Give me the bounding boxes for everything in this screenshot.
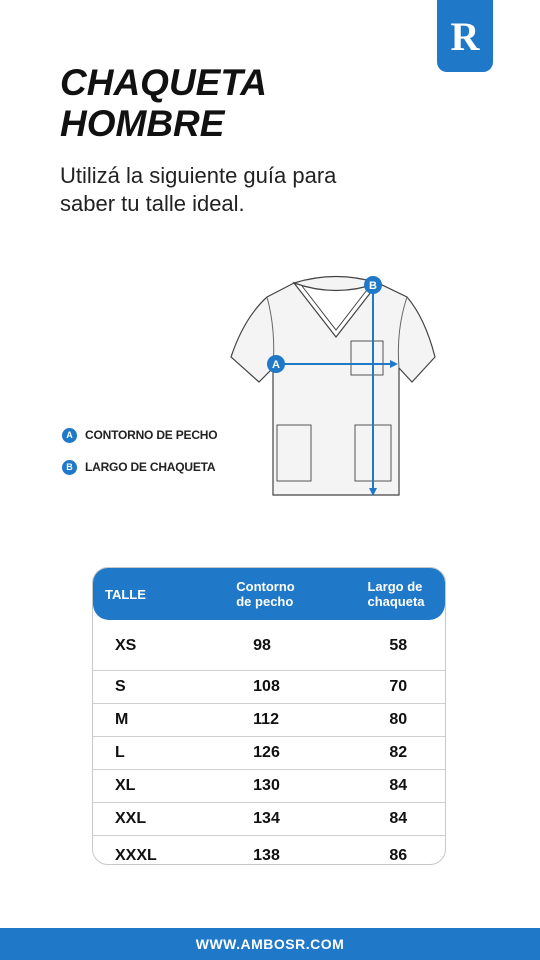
cell-chest: 112 (253, 711, 279, 728)
header-chest-line-1: Contorno (236, 579, 295, 594)
legend-label-b: LARGO DE CHAQUETA (85, 460, 216, 474)
table-row (93, 704, 445, 737)
page-subtitle (60, 162, 420, 218)
cell-chest: 108 (253, 678, 280, 695)
title-line-1: CHAQUETA (60, 62, 267, 103)
cell-chest: 138 (253, 847, 280, 864)
cell-size: XXL (115, 810, 147, 827)
header-length (367, 579, 445, 609)
brand-logo (437, 0, 493, 72)
cell-chest: 130 (253, 777, 280, 794)
subtitle-line-2: saber tu talle ideal. (60, 191, 245, 216)
table-body (93, 622, 445, 865)
footer-url[interactable]: WWW.AMBOSR.COM (195, 936, 345, 952)
cell-length: 58 (389, 637, 408, 654)
cell-size: XL (115, 777, 136, 794)
table-row (93, 770, 445, 803)
table-row (93, 803, 445, 836)
marker-a-label: A (272, 359, 280, 371)
cell-length: 84 (389, 810, 408, 827)
subtitle-line-1: Utilizá la siguiente guía para (60, 163, 337, 188)
cell-length: 86 (389, 847, 408, 864)
legend-badge-a: A (62, 428, 77, 443)
cell-size: S (115, 678, 126, 695)
cell-chest: 98 (253, 637, 271, 654)
cell-length: 80 (389, 711, 408, 728)
table-row (93, 622, 445, 671)
size-table (92, 567, 446, 865)
page-title (60, 62, 267, 144)
marker-b-label: B (369, 280, 377, 292)
header-chest (236, 579, 367, 609)
header-size: TALLE (105, 586, 146, 602)
header-length-line-1: Largo de (367, 579, 423, 594)
header-length-line-2: chaqueta (367, 594, 425, 609)
cell-length: 82 (389, 744, 408, 761)
legend-label-a: CONTORNO DE PECHO (85, 428, 218, 442)
footer-bar (0, 928, 540, 960)
cell-length: 70 (389, 678, 408, 695)
cell-size: M (115, 711, 129, 728)
cell-chest: 134 (253, 810, 280, 827)
legend-item-a (62, 427, 217, 443)
measurement-legend (62, 427, 217, 491)
cell-length: 84 (389, 777, 408, 794)
cell-size: XS (115, 637, 137, 654)
jacket-diagram (225, 270, 445, 505)
title-line-2: HOMBRE (60, 103, 225, 144)
table-row (93, 737, 445, 770)
cell-chest: 126 (253, 744, 280, 761)
header-chest-line-2: de pecho (236, 594, 294, 609)
table-row (93, 836, 445, 865)
legend-badge-b: B (62, 460, 77, 475)
table-row (93, 671, 445, 704)
cell-size: XXXL (115, 847, 157, 864)
logo-letter: R (450, 13, 480, 59)
legend-item-b (62, 459, 217, 475)
table-header (93, 568, 445, 620)
cell-size: L (115, 744, 125, 761)
